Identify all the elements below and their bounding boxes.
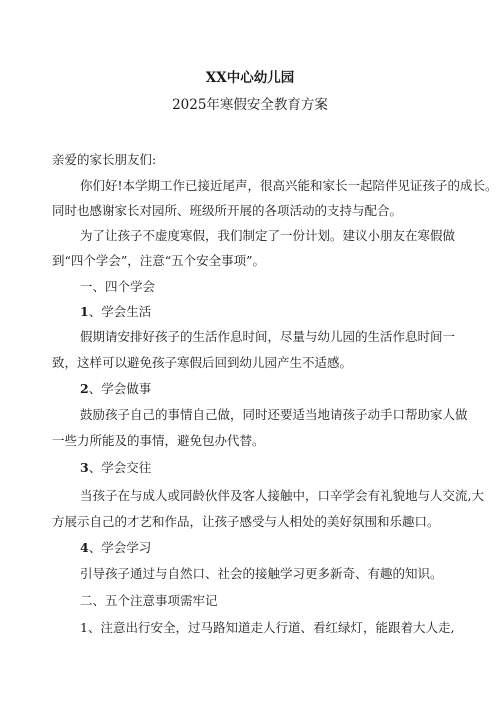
- intro-line-2: 同时也感谢家长对园所、班级所开展的各项活动的支持与配合。: [52, 203, 403, 218]
- item-2-title: 、学会做事: [88, 381, 152, 396]
- school-name: [0, 70, 500, 86]
- item-4-title: 、学会学习: [88, 540, 152, 555]
- greeting: 亲爱的家长朋友们:: [52, 152, 157, 167]
- intro-line-3: 为了让孩子不虚度寒假，我们制定了一份计划。建议小朋友在寒假做: [80, 228, 456, 243]
- item-4-number: 4: [80, 540, 89, 555]
- item-2-line-1: 鼓励孩子自己的事情自己做，同时还要适当地请孩子动手口帮助家人做: [80, 407, 468, 422]
- item-3-line-2: 方展示自己的才艺和作品，让孩子感受与人相处的美好氛围和乐趣口。: [52, 514, 440, 529]
- item-1-line-2: 致，这样可以避免孩子寒假后回到幼儿园产生不适感。: [52, 355, 353, 370]
- intro-line-1: 你们好!本学期工作已接近尾声，很高兴能和家长一起陪伴见证孩子的成长。: [80, 178, 498, 193]
- item-4-line-1: 引导孩子通过与自然口、社会的接触学习更多新奇、有趣的知识。: [80, 566, 443, 581]
- item-1-heading: [80, 304, 151, 320]
- item-1-number: 1: [80, 304, 89, 319]
- item-3-heading: [80, 460, 151, 476]
- item-1-line-1: 假期请安排好孩子的生活作息时间，尽量与幼儿园的生活作息时间一: [80, 329, 456, 344]
- section1-heading: 一、四个学会: [80, 279, 156, 294]
- school-name-text: XX中心幼儿园: [205, 70, 295, 86]
- document-title-text: 2025年寒假安全教育方案: [172, 97, 328, 113]
- item-2-number: 2: [80, 381, 89, 396]
- item-2-line-2: 一些力所能及的事情，避免包办代替。: [52, 433, 265, 448]
- item-3-title: 、学会交往: [88, 460, 152, 475]
- document-title: [0, 97, 500, 113]
- item-3-line-1: 当孩子在与成人或同龄伙伴及客人接触中，口辛学会有礼貌地与人交流,大: [80, 488, 484, 503]
- intro-line-4: 到“四个学会”，注意“五个安全事项”。: [52, 253, 266, 268]
- section2-heading: 二、五个注意事项需牢记: [80, 593, 218, 608]
- item-3-number: 3: [80, 460, 89, 475]
- item-2-heading: [80, 381, 151, 397]
- section2-line-1: 1、注意出行安全，过马路知道走人行道、看红绿灯，能跟着大人走,: [80, 620, 455, 635]
- item-1-title: 、学会生活: [88, 304, 152, 319]
- item-4-heading: [80, 540, 151, 556]
